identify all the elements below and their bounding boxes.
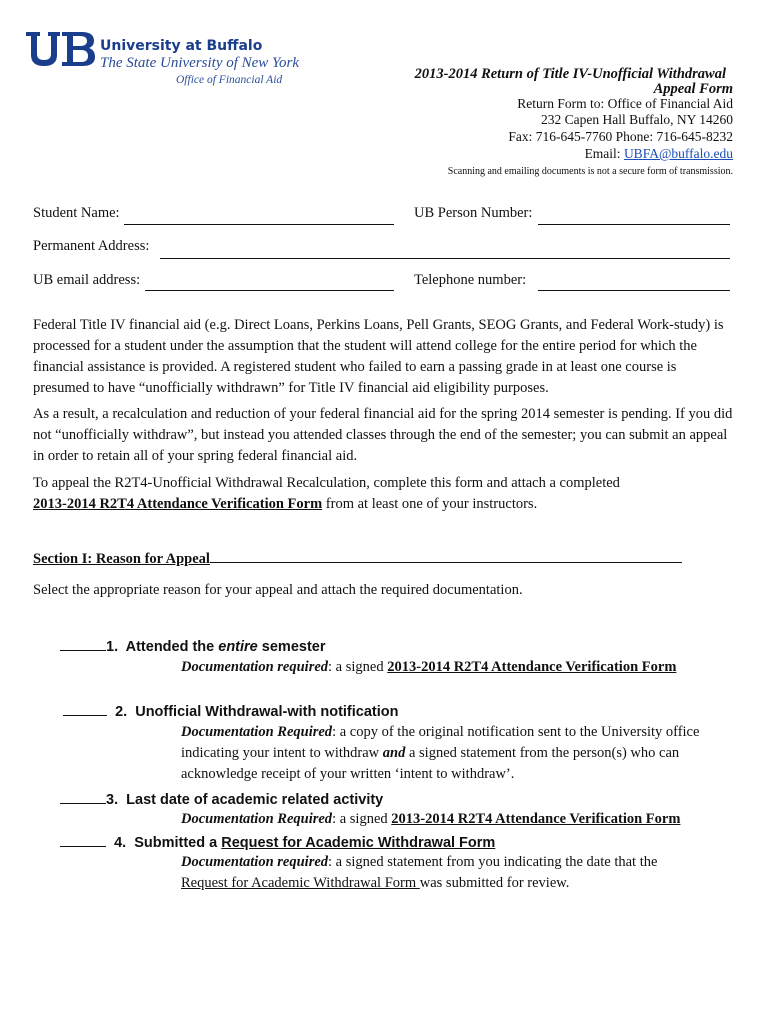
section-title: Section I: Reason for Appeal xyxy=(33,551,210,567)
reason-2-doc-text-2: a signed statement from the person(s) who can acknowledge receipt of your written ‘intent to withdraw’. xyxy=(181,745,680,782)
reason-4-checkbox-blank[interactable] xyxy=(60,832,106,847)
reason-3-doc-text: : a signed xyxy=(332,811,392,827)
logo-office: Office of Financial Aid xyxy=(176,74,283,86)
reason-4-doc-post: was submitted for review. xyxy=(419,875,570,891)
email-line xyxy=(585,146,733,162)
reason-item-1 xyxy=(60,636,325,656)
reason-1-number: 1. xyxy=(106,639,119,655)
email-link[interactable]: UBFA@buffalo.edu xyxy=(623,146,733,161)
telephone-label: Telephone number: xyxy=(414,272,527,288)
section-heading xyxy=(33,548,682,568)
reason-4-documentation xyxy=(181,852,731,894)
reason-1-title-pre: Attended the xyxy=(125,639,219,655)
reason-1-title-em: entire xyxy=(218,639,258,655)
reason-1-doc-text: : a signed xyxy=(328,659,388,675)
reason-2-doc-em: and xyxy=(382,745,406,761)
reason-2-documentation xyxy=(181,722,731,785)
reason-2-checkbox-blank[interactable] xyxy=(63,701,107,716)
reason-2-number: 2. xyxy=(115,704,128,720)
student-name-field[interactable] xyxy=(124,224,394,225)
reason-3-checkbox-blank[interactable] xyxy=(60,789,106,804)
reason-1-checkbox-blank[interactable] xyxy=(60,636,106,651)
ub-logo-icon xyxy=(24,28,96,72)
appeal-instructions-tail: from at least one of your instructors. xyxy=(322,496,538,512)
section-underline xyxy=(210,548,682,563)
reason-2-title: Unofficial Withdrawal-with notification xyxy=(135,704,399,720)
reason-item-4 xyxy=(60,832,495,852)
student-name-label: Student Name: xyxy=(33,205,120,221)
form-title-line1: 2013-2014 Return of Title IV-Unofficial Withdrawal xyxy=(414,66,726,82)
reason-1-doc-label: Documentation required xyxy=(181,659,329,675)
email-address-label: UB email address: xyxy=(33,272,141,288)
reason-4-number: 4. xyxy=(114,835,127,851)
person-number-label: UB Person Number: xyxy=(414,205,533,221)
reason-item-3 xyxy=(60,789,383,809)
attendance-form-link[interactable]: 2013-2014 R2T4 Attendance Verification Form xyxy=(33,496,323,512)
form-title-line2: Appeal Form xyxy=(653,81,733,97)
reason-3-title: Last date of academic related activity xyxy=(126,792,384,808)
email-address-field[interactable] xyxy=(145,290,394,291)
reason-4-doc-text: : a signed statement from you indicating the date that the xyxy=(328,854,658,870)
appeal-instructions-text: To appeal the R2T4-Unofficial Withdrawal Recalculation, complete this form and attach a completed xyxy=(33,475,620,491)
reason-4-doc-label: Documentation required xyxy=(181,854,329,870)
security-notice: Scanning and emailing documents is not a secure form of transmission. xyxy=(447,166,733,177)
reason-2-doc-text-1: : a copy of the original notification sent to the University office indicating your intent to withdraw xyxy=(181,724,700,761)
fax-phone: Fax: 716-645-7760 Phone: 716-645-8232 xyxy=(508,129,733,144)
reason-4-title-link[interactable]: Request for Academic Withdrawal Form xyxy=(221,835,496,851)
person-number-field[interactable] xyxy=(538,224,730,225)
reason-2-doc-label: Documentation Required xyxy=(181,724,333,740)
logo-subtitle: The State University of New York xyxy=(100,55,300,71)
reason-1-documentation xyxy=(181,657,676,678)
email-label: Email: xyxy=(584,146,621,161)
return-to: Return Form to: Office of Financial Aid xyxy=(517,96,733,111)
reason-3-doc-link[interactable]: 2013-2014 R2T4 Attendance Verification Form xyxy=(391,811,681,827)
address: 232 Capen Hall Buffalo, NY 14260 xyxy=(541,112,733,127)
paragraph-appeal-instructions xyxy=(33,473,733,515)
reason-4-title-pre: Submitted a xyxy=(134,835,222,851)
paragraph-recalculation: As a result, a recalculation and reduction of your federal financial aid for the spring 2014 semester is pending. If you did not “unofficially withdraw”, but instead you attended classes through the end of the semester; you can submit an appeal in order to retain all of your spring federal financial aid. xyxy=(33,406,733,464)
reason-3-number: 3. xyxy=(106,792,119,808)
permanent-address-label: Permanent Address: xyxy=(33,238,150,254)
paragraph-title-iv: Federal Title IV financial aid (e.g. Direct Loans, Perkins Loans, Pell Grants, SEOG Grants, and Federal Work-study) is processed for a student under the assumption that the student will attend college for the entire period for which the financial assistance is provided. A registered student who failed to earn a passing grade in at least one course is presumed to have “unofficially withdrawn” for Title IV financial aid eligibility purposes. xyxy=(33,317,724,396)
reason-4-doc-link[interactable]: Request for Academic Withdrawal Form xyxy=(181,875,420,891)
reason-1-title-post: semester xyxy=(257,639,326,655)
permanent-address-field[interactable] xyxy=(160,258,730,259)
telephone-field[interactable] xyxy=(538,290,730,291)
section-instruction: Select the appropriate reason for your appeal and attach the required documentation. xyxy=(33,582,523,598)
reason-item-2 xyxy=(63,701,399,721)
logo-university-name: University at Buffalo xyxy=(100,38,263,54)
reason-3-documentation xyxy=(181,809,680,830)
reason-1-doc-link[interactable]: 2013-2014 R2T4 Attendance Verification Form xyxy=(387,659,677,675)
reason-3-doc-label: Documentation Required xyxy=(181,811,333,827)
ub-logo xyxy=(24,28,314,90)
